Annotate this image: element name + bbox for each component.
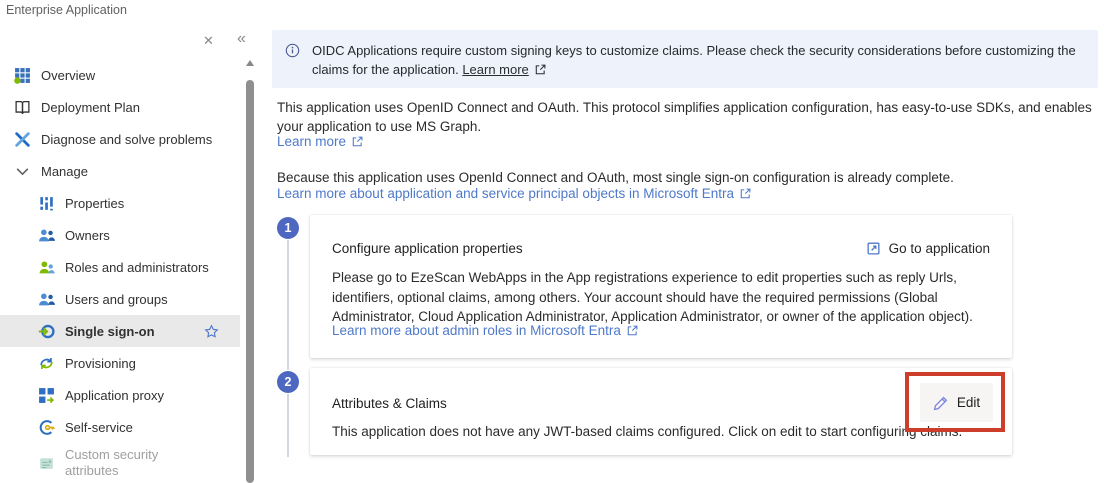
close-icon[interactable]: ✕ [203,33,214,48]
sidebar-item-label: Users and groups [65,291,168,307]
main-content [272,0,1110,483]
scrollbar-thumb[interactable] [246,80,254,483]
sidebar-item-label: Owners [65,227,110,243]
sidebar-item-label: Properties [65,195,125,211]
step-1-badge: 1 [277,217,299,239]
step-2-body: This application does not have any JWT-based claims configured. Click on edit to start configuring claims. [332,424,963,439]
sidebar-item-application-proxy[interactable] [0,379,240,411]
sidebar-scrollbar[interactable] [245,54,254,483]
step-connector [287,240,289,370]
step-2-title: Attributes & Claims [332,396,447,411]
self-service-icon [38,419,55,436]
collapse-icon[interactable]: « [237,30,246,47]
edit-button[interactable] [920,383,993,422]
banner-learn-more-link[interactable]: Learn more [462,62,529,77]
roles-icon [38,259,55,276]
go-to-application-label: Go to application [888,241,990,256]
overview-icon [14,67,31,84]
diagnose-icon [14,131,31,148]
intro-paragraph-1: This application uses OpenID Connect and OAuth. This protocol simplifies application configuration, has easy-to-use SDKs, and enables your application to use MS Graph. [277,100,1092,134]
sidebar-item-custom-security-attributes [0,443,240,483]
banner-message [312,41,1090,79]
sidebar-item-self-service[interactable] [0,411,240,443]
sidebar-item-label: Roles and administrators [65,259,209,275]
external-link-icon [739,187,752,200]
sidebar [0,26,256,483]
admin-roles-link-row [332,323,639,338]
open-in-new-icon [866,241,881,256]
app-proxy-icon [38,387,55,404]
sidebar-item-users-and-groups[interactable] [0,283,240,315]
info-banner [272,30,1098,88]
users-groups-icon [38,291,55,308]
intro-paragraph-2: Because this application uses OpenId Connect and OAuth, most single sign-on configuration is already complete. [277,170,954,185]
external-link-icon [626,324,639,337]
entra-objects-link-row [277,186,752,201]
sso-icon [38,323,55,340]
chevron-down-icon [14,163,31,180]
sidebar-menu [0,59,240,483]
external-link-icon [351,135,364,148]
sidebar-item-properties[interactable] [0,187,240,219]
deployment-plan-icon [14,99,31,116]
sidebar-item-overview[interactable] [0,59,240,91]
info-icon [285,43,300,58]
external-link-icon [534,62,547,75]
properties-icon [38,195,55,212]
sidebar-item-label: Deployment Plan [41,99,140,115]
step-2-card [310,368,1012,455]
custom-security-icon [38,455,55,472]
sidebar-item-manage[interactable] [0,155,240,187]
sidebar-item-diagnose-and-solve-problems[interactable] [0,123,240,155]
star-icon[interactable] [204,324,219,339]
provisioning-icon [38,355,55,372]
sidebar-item-provisioning[interactable] [0,347,240,379]
entra-objects-link[interactable]: Learn more about application and service principal objects in Microsoft Entra [277,186,734,201]
sidebar-item-label: Overview [41,67,96,83]
sidebar-item-label: Application proxy [65,387,164,403]
learn-more-link[interactable]: Learn more [277,134,347,149]
owners-icon [38,227,55,244]
step-1-card [310,215,1012,358]
step-connector-tail [287,394,289,457]
sidebar-item-label: Single sign-on [65,323,155,339]
step-1-body: Please go to EzeScan WebApps in the App registrations experience to edit properties such as reply Urls, identifiers, optional claims, among others. Your account should have the required permissions (Global Administrator, Cloud Application Administrator, Application Administrator, or owner of the application object). [332,270,973,324]
sidebar-item-owners[interactable] [0,219,240,251]
sidebar-item-label: Custom security attributes [65,446,159,478]
sidebar-item-label: Self-service [65,419,133,435]
step-2-badge: 2 [277,371,299,393]
step-1-title: Configure application properties [332,241,523,256]
banner-text: OIDC Applications require custom signing keys to customize claims. Please check the security considerations before customizing the claims for the application. [312,43,1076,77]
sidebar-item-label: Diagnose and solve problems [41,131,213,147]
edit-button-label: Edit [956,395,981,410]
sidebar-item-deployment-plan[interactable] [0,91,240,123]
step-1-header [332,241,990,256]
learn-more-row [277,134,364,149]
go-to-application-link[interactable] [866,241,990,256]
sidebar-item-roles-and-administrators[interactable] [0,251,240,283]
admin-roles-link[interactable]: Learn more about admin roles in Microsoft Entra [332,323,621,338]
sidebar-item-label: Manage [41,163,88,179]
sidebar-item-label: Provisioning [65,355,136,371]
page-title: Enterprise Application [6,3,127,17]
scroll-up-arrow-icon[interactable] [246,60,254,66]
sidebar-item-single-sign-on[interactable] [0,315,240,347]
pencil-icon [933,395,949,411]
